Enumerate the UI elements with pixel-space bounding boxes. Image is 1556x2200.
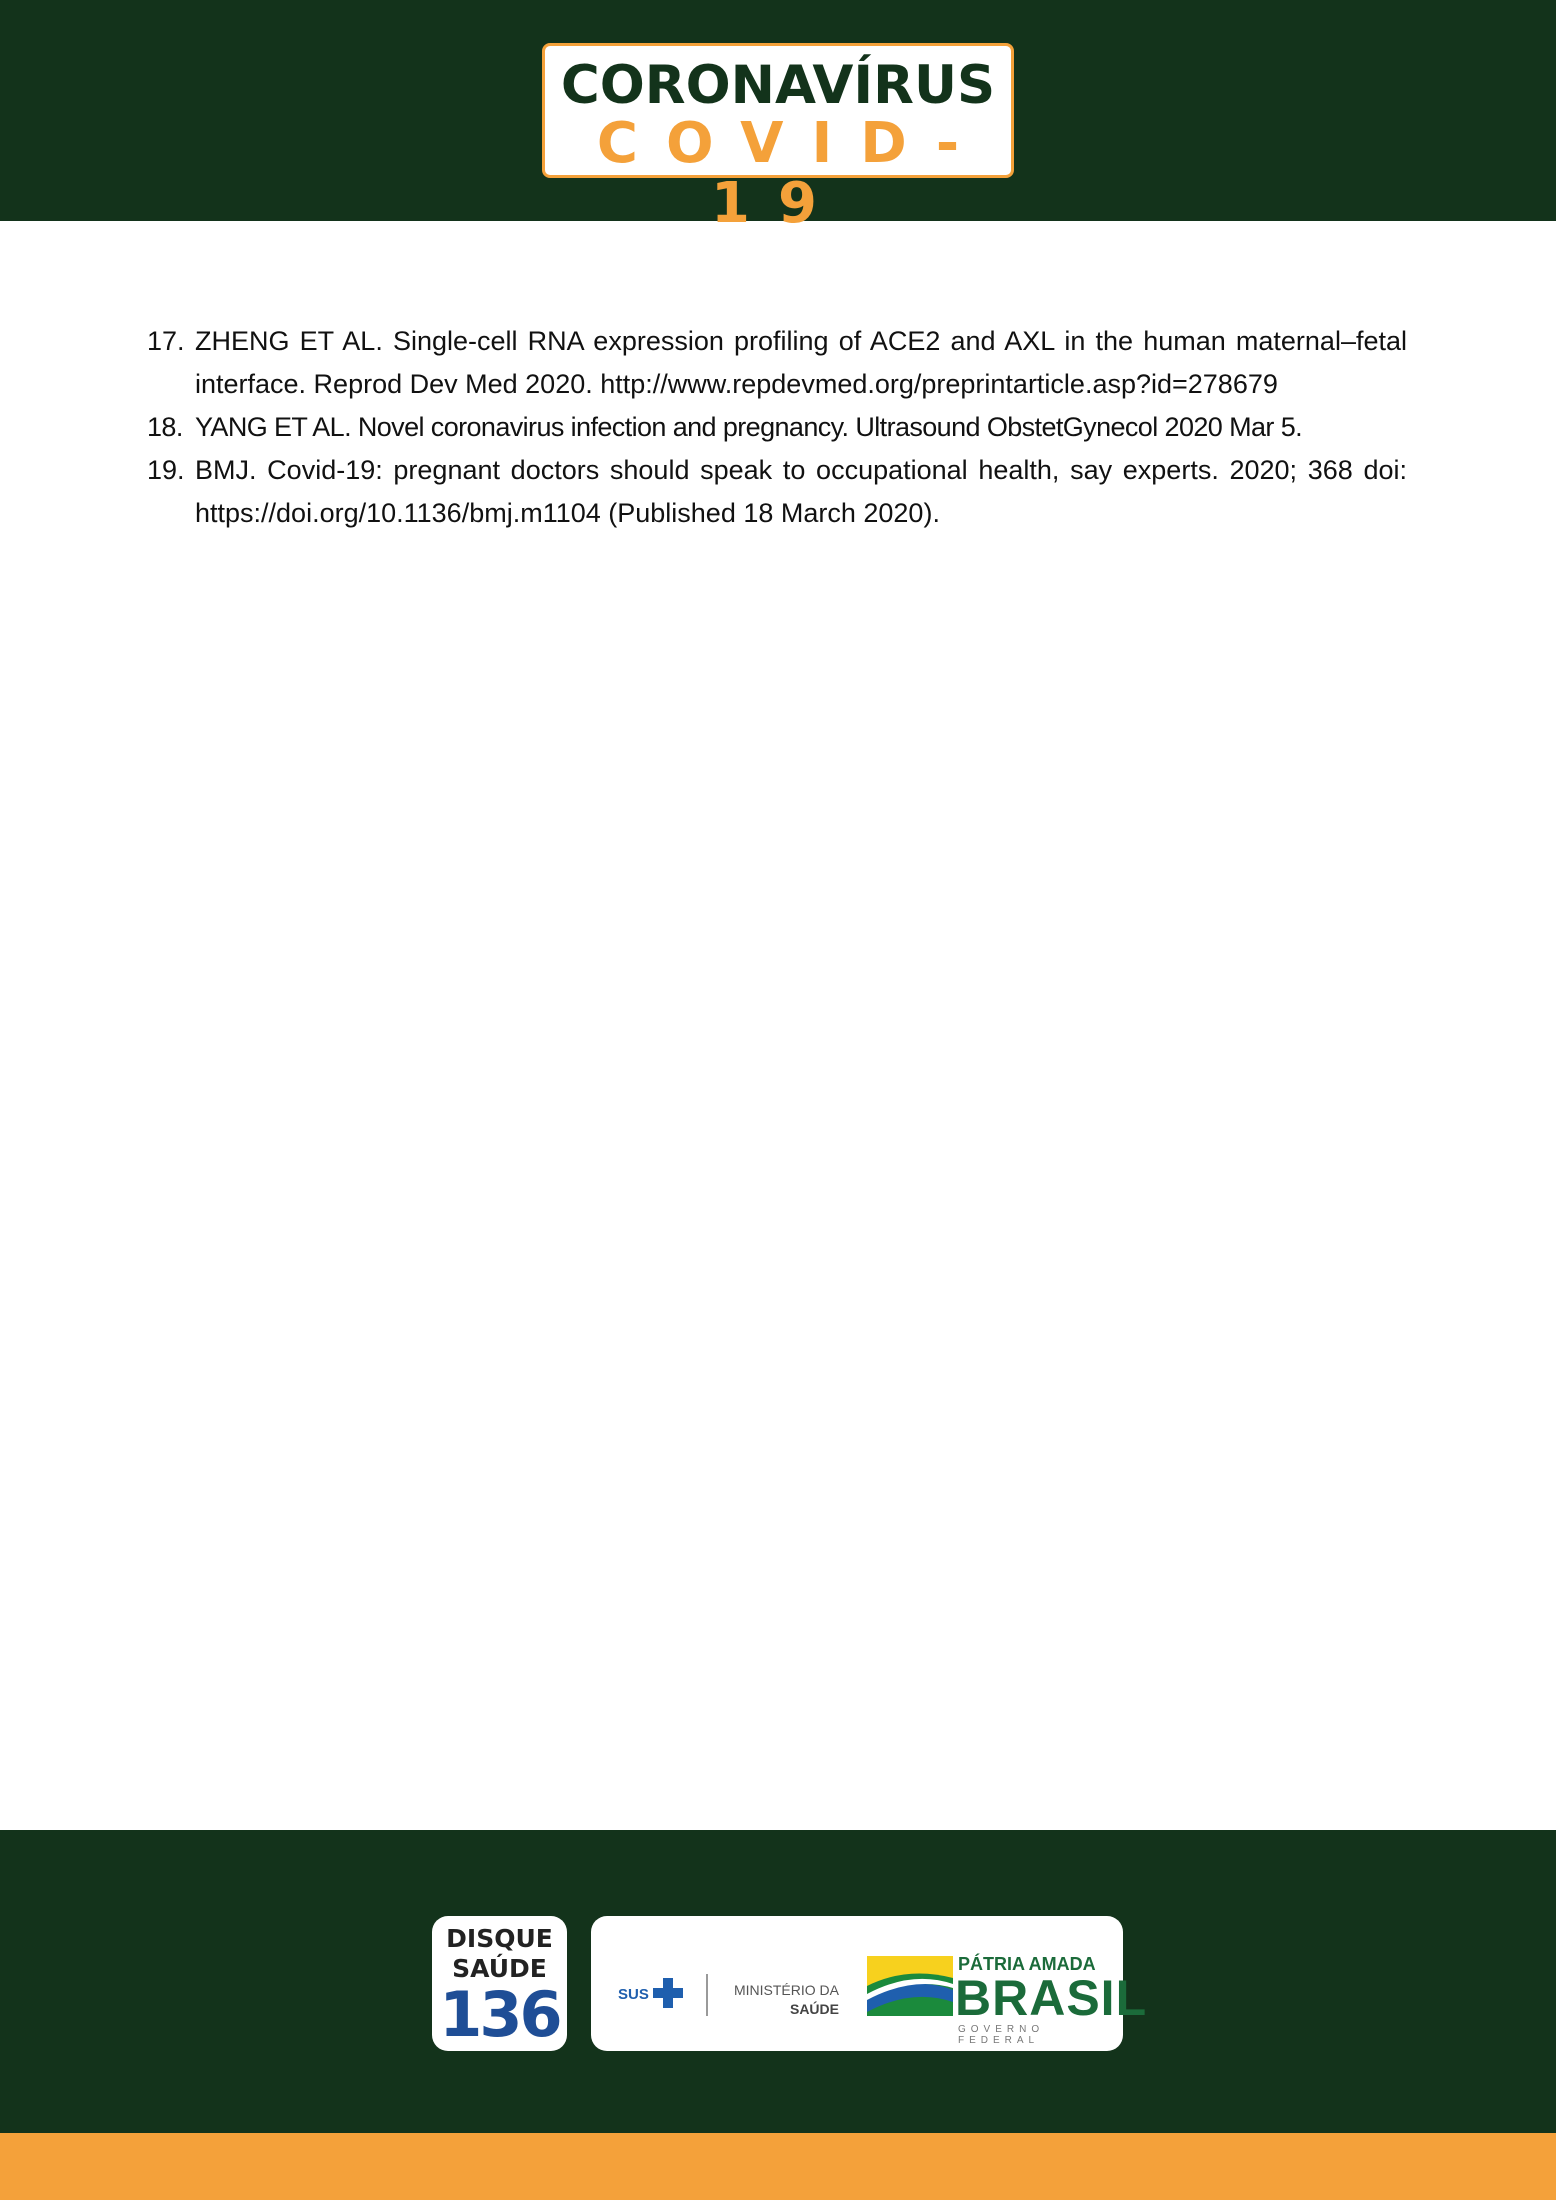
governo-federal-label: GOVERNO FEDERAL	[958, 2024, 1045, 2046]
reference-item	[147, 406, 1407, 449]
reference-number: 19.	[147, 455, 185, 485]
reference-list	[147, 320, 1407, 535]
reference-text: ZHENG ET AL. Single-cell RNA expression profiling of ACE2 and AXL in the human maternal–fetal interface. Reprod Dev Med 2020. http://www.repdevmed.org/preprintarticle.asp?id=278679	[195, 326, 1407, 399]
disque-label: DISQUE	[446, 1924, 553, 1953]
brasil-label: BRASIL	[955, 1970, 1148, 2026]
sus-label: SUS	[618, 1986, 649, 2003]
saude-label: SAÚDE	[452, 1954, 547, 1983]
reference-text: YANG ET AL. Novel coronavirus infection and pregnancy. Ultrasound ObstetGynecol 2020 Mar 5.	[195, 412, 1303, 442]
coronavirus-logo	[542, 43, 1014, 236]
government-logos	[591, 1916, 1148, 2051]
logo-subtitle: COVID-19	[596, 111, 988, 236]
ministry-label: MINISTÉRIO DA	[733, 1982, 839, 1998]
reference-number: 17.	[147, 326, 185, 356]
ministry-saude-label: SAÚDE	[789, 2001, 839, 2017]
reference-number: 18.	[147, 412, 183, 442]
disque-saude-label	[432, 1924, 567, 1984]
sus-cross-icon	[653, 1978, 683, 2008]
disque-saude-badge	[432, 1916, 567, 2051]
header-banner	[0, 0, 1556, 236]
reference-item	[147, 320, 1407, 406]
footer-orange-band	[0, 2133, 1556, 2200]
logo-title: CORONAVÍRUS	[560, 55, 996, 116]
brazil-flag-icon	[867, 1956, 953, 2016]
disque-saude-number: 136	[439, 1978, 560, 2051]
patria-amada-label: PÁTRIA AMADA	[958, 1954, 1096, 1974]
logo-divider	[706, 1974, 708, 2016]
reference-text: BMJ. Covid-19: pregnant doctors should speak to occupational health, say experts. 2020; 368 doi: https://doi.org/10.1136/bmj.m1104 (Published 18 March 2020).	[195, 455, 1407, 528]
reference-item	[147, 449, 1407, 535]
